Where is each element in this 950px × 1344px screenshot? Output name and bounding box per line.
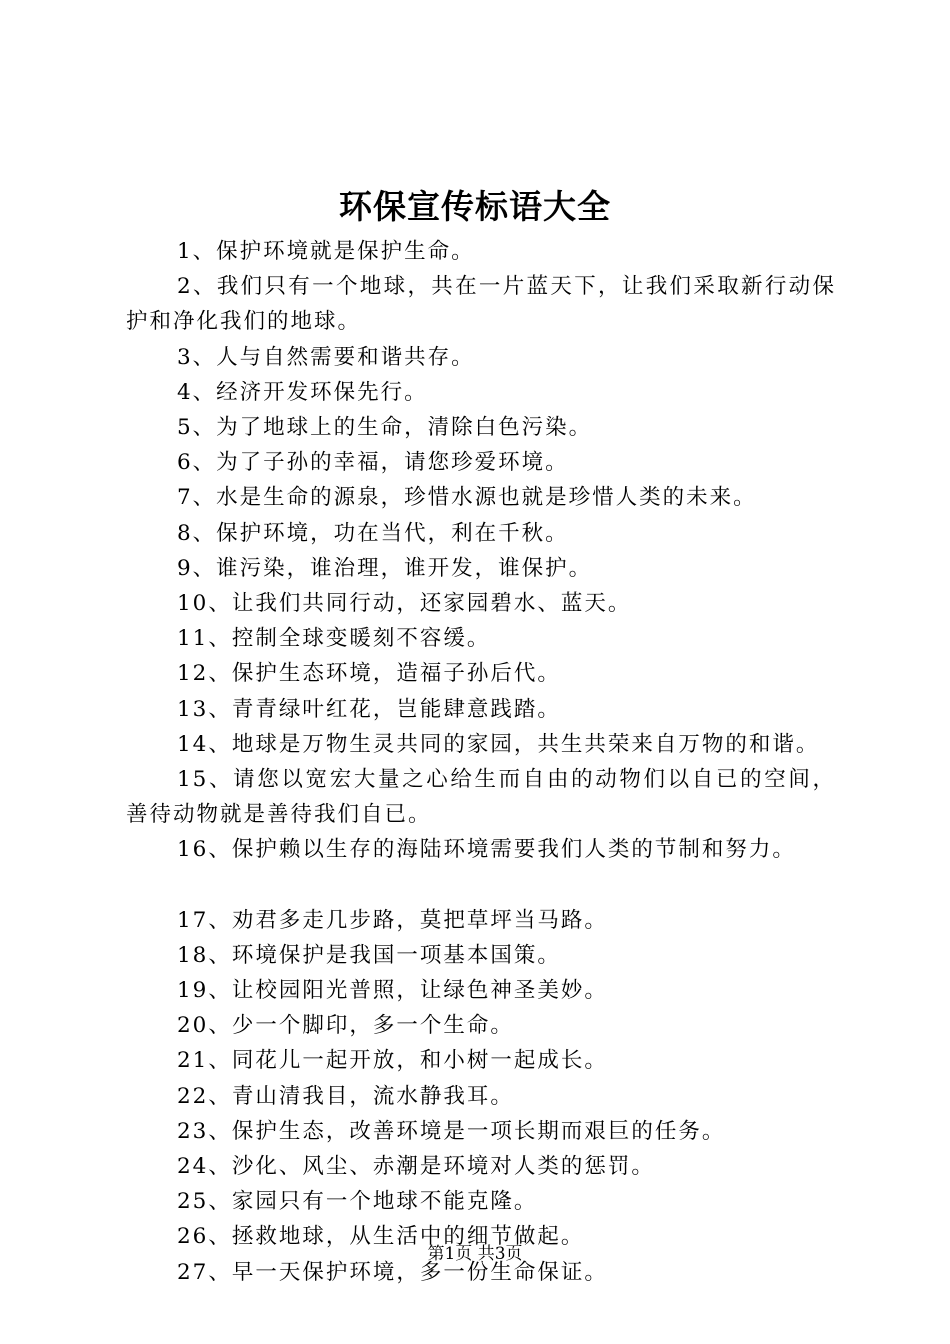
slogan-item: 1、保护环境就是保护生命。 [177,239,475,264]
slogan-item: 2、我们只有一个地球，共在一片蓝天下，让我们采取新行动保护和净化我们的地球。 [126,274,836,335]
slogan-item: 12、保护生态环境，造福子孙后代。 [177,661,561,687]
slogan-item: 5、为了地球上的生命，清除白色污染。 [177,415,593,441]
slogan-item: 25、家园只有一个地球不能克隆。 [177,1189,538,1215]
slogan-item: 10、让我们共同行动，还家园碧水、蓝天。 [177,591,632,617]
slogan-item: 13、青青绿叶红花，岂能肆意践踏。 [177,696,561,722]
slogan-item: 4、经济开发环保先行。 [177,379,428,405]
slogan-item: 23、保护生态，改善环境是一项长期而艰巨的任务。 [177,1118,726,1144]
slogan-item: 22、青山清我目，流水静我耳。 [177,1083,514,1109]
slogan-item: 3、人与自然需要和谐共存。 [177,344,475,370]
slogan-item: 18、环境保护是我国一项基本国策。 [177,942,561,968]
slogan-item: 27、早一天保护环境，多一份生命保证。 [177,1259,608,1285]
slogan-item: 15、请您以宽宏大量之心给生而自由的动物们以自已的空间，善待动物就是善待我们自已。 [126,767,836,828]
slogan-item: 14、地球是万物生灵共同的家园，共生共荣来自万物的和谐。 [177,731,820,757]
slogan-list [126,234,836,1290]
slogan-item: 20、少一个脚印，多一个生命。 [177,1013,514,1039]
slogan-item: 11、控制全球变暖刻不容缓。 [177,626,491,652]
slogan-item: 6、为了子孙的幸福，请您珍爱环境。 [177,450,569,476]
page-footer: 第1页 共3页 [427,1244,523,1264]
slogan-item: 26、拯救地球，从生活中的细节做起。 [177,1224,585,1250]
slogan-item: 8、保护环境，功在当代，利在千秋。 [177,520,569,546]
slogan-item: 7、水是生命的源泉，珍惜水源也就是珍惜人类的未来。 [177,485,757,511]
document-title: 环保宣传标语大全 [339,187,611,226]
slogan-item: 19、让校园阳光普照，让绿色神圣美妙。 [177,978,608,1004]
slogan-item: 9、谁污染，谁治理，谁开发，谁保护。 [177,555,593,581]
slogan-item: 17、劝君多走几步路，莫把草坪当马路。 [177,907,608,933]
slogan-item: 16、保护赖以生存的海陆环境需要我们人类的节制和努力。 [177,837,796,863]
slogan-item: 21、同花儿一起开放，和小树一起成长。 [177,1048,608,1074]
slogan-item: 24、沙化、风尘、赤潮是环境对人类的惩罚。 [177,1154,655,1180]
